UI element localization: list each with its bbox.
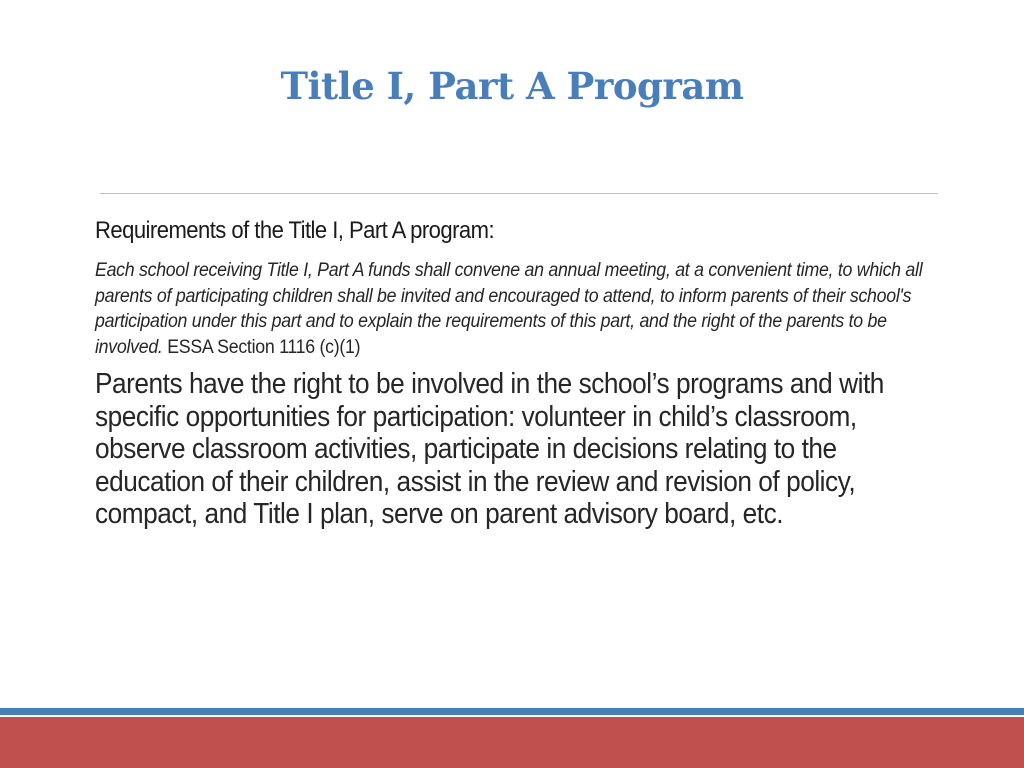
quote-citation: ESSA Section 1116 (c)(1) <box>167 335 361 358</box>
parent-rights-paragraph: Parents have the right to be involved in the school’s programs and with specific opportunities for participation: volunteer in child’s classroom, observe classroom activities, participate in decisions relating to the education of their children, assist in the review and revision of policy, compact, and Title I plan, serve on parent advisory board, etc. <box>95 368 884 530</box>
title-divider <box>100 193 938 194</box>
essa-quote <box>95 258 930 360</box>
requirements-heading: Requirements of the Title I, Part A program: <box>95 217 495 244</box>
footer-blue-stripe <box>0 708 1024 715</box>
footer-red-band <box>0 717 1024 768</box>
slide-title: Title I, Part A Program <box>280 64 744 108</box>
quote-text: Each school receiving Title I, Part A funds shall convene an annual meeting, at a convenient time, to which all parents of participating children shall be invited and encouraged to attend, to inform parents of their school's participation under this part and to explain the requirements of this part, and the right of the parents to be involved. <box>95 259 923 358</box>
slide-content <box>95 212 935 531</box>
